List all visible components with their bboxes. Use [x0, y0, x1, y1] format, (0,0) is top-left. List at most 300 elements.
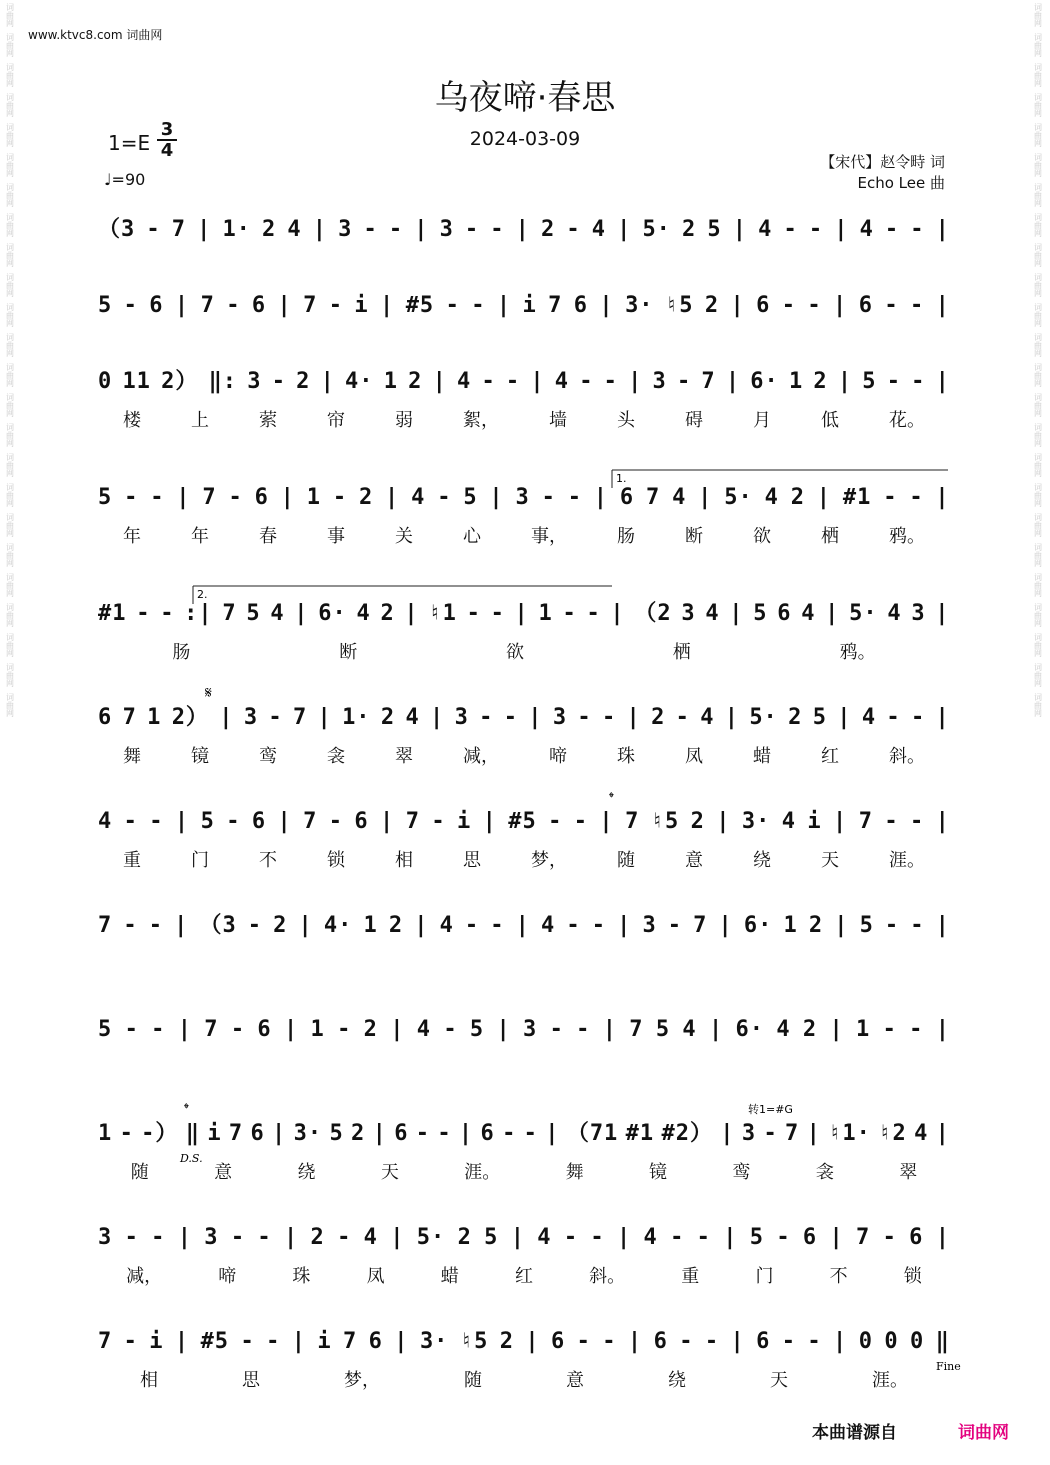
notation-token: |	[829, 1017, 844, 1042]
notation-token: 2	[690, 809, 705, 834]
watermark-text: 词曲网	[5, 393, 15, 417]
lyric-syllable: 相	[140, 1370, 158, 1391]
notation-token: 4	[356, 601, 371, 626]
notation-token: 3	[642, 913, 657, 938]
notation-token: -	[783, 217, 798, 242]
notation-token: -	[230, 1225, 246, 1250]
notation-token: |	[298, 913, 313, 938]
notation-token: |	[829, 1225, 844, 1250]
notation-token: -	[150, 485, 165, 510]
lyric-syllable: 绕	[753, 850, 771, 871]
watermark-text: 词曲网	[5, 93, 15, 117]
lyric-syllable: 舞	[565, 1162, 584, 1183]
notation-token: 3	[247, 369, 262, 394]
notation-token: -	[388, 217, 404, 242]
watermark-text: 词曲网	[1033, 303, 1043, 327]
lyric-syllable: 珠	[617, 746, 635, 767]
notation-token: |	[935, 1017, 950, 1042]
notation-token: 7	[856, 1225, 871, 1250]
notation-token: 7	[858, 809, 873, 834]
coda-mark-1: 𝄌	[609, 790, 614, 806]
lyric-syllable: 重	[123, 850, 141, 871]
notation-token: -	[909, 809, 925, 834]
notation-token: 2	[296, 369, 311, 394]
notation-token: -	[415, 1121, 431, 1146]
notation-token: 5	[463, 485, 478, 510]
notation-token: -	[567, 485, 582, 510]
watermark-text: 词曲网	[5, 693, 15, 717]
notation-token: 5·	[724, 485, 753, 510]
lyric-syllable: 不	[259, 850, 277, 871]
notation-token: -	[586, 601, 601, 626]
notation-token: 5	[749, 1225, 764, 1250]
lyric-syllable: 不	[829, 1266, 848, 1287]
notation-token: 7	[98, 913, 113, 938]
notation-token: 7	[222, 601, 237, 626]
notation-token: 3	[515, 485, 530, 510]
notation-token: -	[763, 1121, 778, 1146]
notation-token: 5	[246, 601, 261, 626]
notation-token: 5·	[849, 601, 878, 626]
lyric-syllable: 意	[214, 1162, 233, 1183]
notation-token: 7	[343, 1329, 358, 1354]
notation-token: -	[123, 913, 138, 938]
notation-token: 2	[351, 1121, 366, 1146]
notation-token: |	[277, 809, 292, 834]
watermark-text: 词曲网	[1033, 483, 1043, 507]
notation-token: |	[174, 913, 189, 938]
notation-token: -	[247, 913, 263, 938]
notation-token: 5	[484, 1225, 499, 1250]
notation-token: 4	[861, 705, 877, 730]
notation-token: |	[280, 485, 295, 510]
notation-token: |	[380, 293, 395, 318]
notation-token: 6	[802, 1225, 818, 1250]
notation-token: |	[626, 705, 641, 730]
notation-token: -	[226, 809, 241, 834]
notation-token: -	[910, 705, 926, 730]
lyric-syllable: 春	[259, 526, 277, 547]
notation-token: -	[490, 601, 505, 626]
notation-token: ‖	[935, 1329, 950, 1354]
notation-token: 1	[147, 705, 162, 730]
notation-token: 6	[573, 293, 589, 318]
notation-token: |	[627, 1329, 643, 1354]
watermark-text: 词曲网	[5, 603, 15, 627]
notation-token: |	[174, 809, 190, 834]
notation-token: -	[151, 1225, 166, 1250]
notation-token: 3	[98, 1225, 113, 1250]
notation-token: 3	[652, 369, 667, 394]
notation-token: -	[776, 1225, 791, 1250]
notation-token: 5	[707, 217, 722, 242]
notation-token: i	[456, 809, 472, 834]
notation-token: |	[176, 485, 191, 510]
notation-token: 2	[273, 913, 288, 938]
lyric-syllable: 蜡	[753, 746, 771, 767]
lyric-syllable: 墙	[549, 410, 567, 431]
watermark-text: 词曲网	[5, 543, 15, 567]
notation-token: |	[394, 1329, 409, 1354]
lyric-syllable: 月	[753, 410, 771, 431]
notation-token: i	[149, 1329, 164, 1354]
lyric-syllable: 欲	[753, 526, 771, 547]
notation-token: i	[807, 809, 822, 834]
lyric-syllable: 锁	[903, 1266, 922, 1287]
notation-token: -	[911, 369, 926, 394]
notation-token: |	[599, 293, 614, 318]
notation-token: 6	[551, 1329, 566, 1354]
lyric-syllable: 年	[123, 526, 141, 547]
lyric-syllable: 衾	[327, 746, 345, 767]
notation-token: 7	[548, 293, 563, 318]
notation-token: |	[380, 809, 395, 834]
notation-token: 6·	[318, 601, 347, 626]
notation-token: i	[317, 1329, 332, 1354]
notation-token: 2	[262, 217, 277, 242]
lyric-syllable: 镜	[191, 746, 209, 767]
notation-token: i	[207, 1121, 222, 1146]
notation-token: -	[437, 485, 452, 510]
notation-token: |	[617, 913, 632, 938]
notation-token: 4	[411, 485, 426, 510]
lyric-syllable: 梦，	[344, 1370, 380, 1391]
watermark-text: 词曲网	[5, 273, 15, 297]
watermark-text: 词曲网	[1033, 573, 1043, 597]
lyric-syllable: 啼	[549, 746, 567, 767]
notation-token: |	[272, 1121, 287, 1146]
notation-token: -	[124, 485, 139, 510]
notation-token: 3	[204, 1225, 219, 1250]
notation-token: -	[337, 1225, 352, 1250]
notation-token: 5·	[416, 1225, 446, 1250]
lyric-syllable: 减，	[463, 746, 499, 767]
notation-token: 2	[363, 1017, 378, 1042]
notation-token: -	[124, 1225, 139, 1250]
lyric-syllable: 绕	[297, 1162, 316, 1183]
notation-token: -	[670, 1225, 685, 1250]
date-label: 2024-03-09	[469, 128, 581, 150]
notation-token: 4	[672, 485, 687, 510]
notation-token: |	[525, 1329, 540, 1354]
lyric-syllable: 关	[395, 526, 413, 547]
lyric-syllable: 思	[242, 1370, 260, 1391]
watermark-text: 词曲网	[5, 453, 15, 477]
notation-token: 1	[783, 913, 798, 938]
notation-token: -	[884, 293, 899, 318]
lyric-syllable: 减，	[126, 1266, 163, 1287]
notation-token: -	[431, 809, 446, 834]
watermark-text: 词曲网	[5, 483, 15, 507]
notation-token: -	[548, 809, 563, 834]
notation-token: 4	[700, 705, 715, 730]
notation-token: 5	[859, 913, 874, 938]
watermark-text: 词曲网	[1033, 543, 1043, 567]
notation-token: 7	[98, 1329, 113, 1354]
lyric-syllable: 梦，	[531, 850, 567, 871]
notation-token: 7	[645, 485, 661, 510]
notation-token: 6	[251, 293, 267, 318]
notation-token: -	[675, 705, 690, 730]
lyric-syllable: 鸾	[732, 1162, 751, 1183]
lyric-syllable: 翠	[395, 746, 413, 767]
notation-token: |	[935, 913, 950, 938]
lyric-syllable: 天	[380, 1162, 399, 1183]
notation-token: -	[884, 809, 899, 834]
notation-token: |	[723, 1225, 738, 1250]
notation-token: 2	[808, 913, 824, 938]
watermark-text: 词曲网	[5, 633, 15, 657]
notation-token: -	[505, 369, 521, 394]
notation-token: #1	[98, 601, 127, 626]
watermark-text: 词曲网	[1033, 153, 1043, 177]
notation-token: 4	[776, 1017, 791, 1042]
notation-token: 2	[704, 293, 720, 318]
notation-token: 3	[243, 705, 259, 730]
lyric-syllable: 鸦。	[889, 526, 925, 547]
notation-token: 7	[303, 293, 318, 318]
lyric-syllable: 门	[191, 850, 209, 871]
notation-token: 4	[270, 601, 285, 626]
notation-token: |	[283, 1017, 299, 1042]
notation-token: 2	[651, 705, 666, 730]
notation-token: -	[240, 1329, 255, 1354]
notation-token: 7	[303, 809, 318, 834]
notation-token: -	[257, 1225, 272, 1250]
notation-token: 4	[541, 913, 556, 938]
notation-token: 7	[785, 1121, 800, 1146]
notation-token: |	[837, 369, 853, 394]
notation-token: |	[432, 369, 447, 394]
notation-token: |	[935, 705, 950, 730]
notation-token: |	[730, 293, 745, 318]
notation-token: |	[515, 913, 530, 938]
watermark-text: 词曲网	[1033, 633, 1043, 657]
notation-token: |	[837, 705, 852, 730]
notation-token: -	[910, 217, 925, 242]
notation-token: 4	[98, 809, 113, 834]
notation-token: 6	[257, 1017, 272, 1042]
notation-token: 6	[653, 1329, 668, 1354]
notation-token: 7	[405, 809, 420, 834]
tempo-mark: ♩=90	[104, 170, 146, 189]
notation-token: 4	[859, 217, 874, 242]
notation-token: 7	[228, 1121, 244, 1146]
notation-token: 1	[98, 1121, 113, 1146]
segno-mark: 𝄋	[205, 683, 212, 702]
watermark-text: 词曲网	[1033, 663, 1043, 687]
lyric-syllable: 凤	[685, 746, 703, 767]
notation-token: 7	[693, 913, 708, 938]
watermark-text: 词曲网	[1033, 183, 1043, 207]
notation-token: -	[328, 809, 344, 834]
notation-token: -	[230, 1017, 246, 1042]
lyric-syllable: 帘	[327, 410, 345, 431]
notation-token: |	[414, 913, 429, 938]
notation-token: 2	[358, 485, 374, 510]
notation-token: 5	[469, 1017, 485, 1042]
notation-token: 1·	[342, 705, 371, 730]
notation-token: -	[807, 1329, 822, 1354]
notation-token: |	[935, 809, 950, 834]
notation-token: 5	[753, 601, 768, 626]
notation-token: -	[601, 705, 617, 730]
volta-2-label: 2.	[197, 588, 208, 601]
site-label[interactable]: www.ktvc8.com 词曲网	[28, 28, 163, 42]
notation-token: |	[219, 705, 234, 730]
notation-token: 3	[681, 601, 696, 626]
notation-token: -	[909, 485, 924, 510]
watermark-text: 词曲网	[5, 513, 15, 537]
notation-token: -	[503, 705, 518, 730]
notation-token: 4	[914, 1121, 929, 1146]
notation-token: 2	[790, 485, 805, 510]
notation-token: 6	[251, 809, 267, 834]
notation-token: ♮1	[428, 601, 457, 626]
notation-token: -	[884, 913, 900, 938]
notation-token: 6	[368, 1329, 383, 1354]
notation-token: |	[935, 601, 950, 626]
notation-token: 6·	[750, 369, 779, 394]
watermark-text: 词曲网	[5, 363, 15, 387]
notation-token: |	[730, 1329, 745, 1354]
notation-token: 6	[254, 485, 269, 510]
notation-token: 6	[354, 809, 369, 834]
notation-token: 4	[801, 601, 816, 626]
notation-token: 7	[122, 705, 137, 730]
lyric-syllable: 低	[821, 410, 839, 431]
lyric-syllable: 年	[191, 526, 209, 547]
notation-token: |	[458, 1121, 474, 1146]
key-signature: 1=E	[108, 131, 151, 155]
notation-token: |	[482, 809, 497, 834]
notation-token: -	[781, 1329, 797, 1354]
notation-token: （3	[98, 217, 136, 242]
notation-token: 5	[862, 369, 877, 394]
notation-token: 11	[122, 369, 151, 394]
notation-token: 4·	[323, 913, 353, 938]
notation-token: 6	[909, 1225, 924, 1250]
notation-token: 6	[756, 293, 771, 318]
notation-token: -	[808, 217, 824, 242]
notation-token: 0	[909, 1329, 925, 1354]
notation-token: -	[884, 217, 900, 242]
notation-token: 5	[812, 705, 827, 730]
watermark-text: 词曲网	[5, 153, 15, 177]
notation-token: 3	[338, 217, 353, 242]
notation-token: 4	[416, 1017, 431, 1042]
notation-token: 4	[705, 601, 720, 626]
watermark-text: 词曲网	[5, 303, 15, 327]
notation-token: 5	[98, 1017, 113, 1042]
notation-token: |	[816, 485, 832, 510]
watermark-text: 词曲网	[5, 123, 15, 147]
notation-token: 2	[380, 705, 396, 730]
notation-token: |	[496, 293, 512, 318]
notation-token: -	[464, 217, 480, 242]
notation-token: 4	[405, 705, 420, 730]
notation-token: -	[573, 809, 589, 834]
lyric-syllable: 相	[395, 850, 413, 871]
notation-token: 5	[329, 1121, 344, 1146]
notation-token: -	[119, 1121, 134, 1146]
notation-token: -	[332, 485, 348, 510]
watermark-text: 词曲网	[5, 183, 15, 207]
watermark-text: 词曲网	[1033, 273, 1043, 297]
notation-token: -	[268, 705, 283, 730]
notation-token: |	[935, 217, 950, 242]
source-brand-link[interactable]: 词曲网	[958, 1423, 1009, 1443]
notation-token: -	[576, 1017, 591, 1042]
notation-token: -	[328, 293, 344, 318]
notation-token: 4	[758, 217, 773, 242]
notation-token: ♮2	[878, 1121, 907, 1146]
lyric-syllable: 珠	[292, 1266, 311, 1287]
notation-token: #5	[405, 293, 435, 318]
notation-token: -	[807, 293, 822, 318]
notation-token: 6·	[735, 1017, 764, 1042]
lyric-syllable: 凤	[366, 1266, 385, 1287]
lyric-syllable: 涯。	[872, 1370, 908, 1391]
lyric-syllable: 楼	[123, 410, 141, 431]
notation-token: |	[174, 293, 190, 318]
notation-token: |	[291, 1329, 306, 1354]
notation-token: -	[590, 1225, 605, 1250]
lyric-syllable: 天	[770, 1370, 788, 1391]
notation-token: |	[545, 1121, 560, 1146]
notation-token: 3	[911, 601, 926, 626]
notation-token: 1	[363, 913, 378, 938]
notation-token: 7	[701, 369, 716, 394]
notation-token: |	[617, 217, 632, 242]
notation-token: #5	[508, 809, 537, 834]
notation-token: -	[443, 1017, 458, 1042]
watermark-text: 词曲网	[5, 663, 15, 687]
notation-token: -	[909, 1017, 924, 1042]
notation-token: 2	[813, 369, 828, 394]
notation-token: -	[337, 1017, 352, 1042]
notation-token: 3·	[293, 1121, 323, 1146]
notation-token: -	[481, 369, 496, 394]
notation-token: |	[833, 1329, 848, 1354]
notation-token: |	[294, 601, 309, 626]
notation-token: -	[363, 217, 378, 242]
notation-token: （71	[566, 1121, 619, 1146]
notation-token: -	[704, 1329, 720, 1354]
lyric-syllable: 随	[130, 1162, 149, 1183]
notation-token: 4	[554, 369, 569, 394]
notation-token: -	[579, 369, 594, 394]
meter-bottom: 4	[157, 139, 177, 160]
notation-token: 4	[591, 217, 606, 242]
notation-token: 1	[538, 601, 553, 626]
notation-token: -	[882, 1017, 897, 1042]
modulation-mark: 转1=#G	[748, 1103, 793, 1116]
volta-1-label: 1.	[616, 472, 627, 485]
notation-token: 2	[499, 1329, 514, 1354]
lyricist-credit: 【宋代】赵令畤 词	[820, 153, 945, 171]
notation-token: -	[123, 1329, 138, 1354]
fine-mark: Fine	[936, 1360, 961, 1373]
notation-token: 1	[856, 1017, 871, 1042]
notation-token: -	[146, 217, 161, 242]
lyric-syllable: 鸾	[259, 746, 277, 767]
notation-token: -	[479, 705, 494, 730]
notation-token: 6	[250, 1121, 265, 1146]
notation-token: -	[149, 809, 164, 834]
notation-token: -	[781, 293, 797, 318]
notation-token: 4·	[345, 369, 374, 394]
